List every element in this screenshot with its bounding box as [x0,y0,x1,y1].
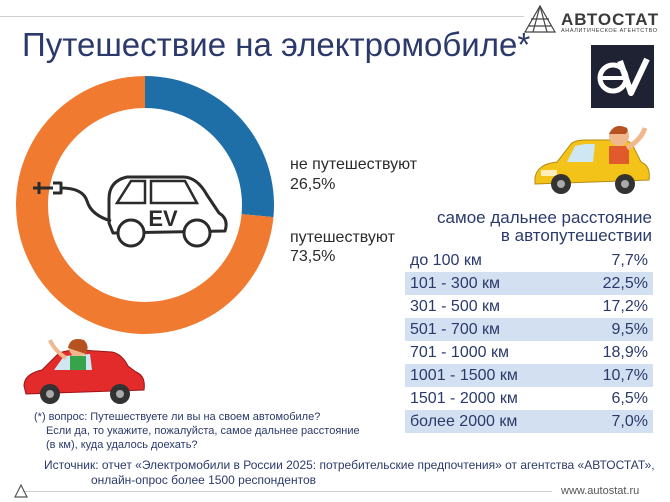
ev-logo [591,45,654,108]
table-row-value: 7,0% [611,412,648,430]
slice-label-traveling: путешествуют [290,229,395,246]
table-row-range: 501 - 700 км [410,320,501,338]
woman-in-car-illustration [20,338,148,408]
autostat-brand [523,4,663,36]
table-row [405,272,653,295]
table-row-value: 9,5% [611,320,648,338]
distance-table-title-line-1: самое дальнее расстояние [437,208,652,227]
table-row [405,387,653,410]
distance-table-title [400,209,652,245]
ev-logo-icon [591,45,654,108]
table-row-range: 701 - 1000 км [410,343,509,361]
ev-icon-label: EV [148,206,178,231]
header-divider [0,16,524,17]
table-row-range: до 100 км [410,251,482,269]
footer-triangle-icon [14,484,28,498]
table-row [405,249,653,272]
table-row [405,410,653,433]
table-row [405,295,653,318]
page-title: Путешествие на электромобиле* [22,26,531,63]
table-row-range: 101 - 300 км [410,274,501,292]
slice-value-traveling: 73,5% [290,248,336,265]
source-line-1: Источник: отчет «Электромобили в России 2025: потребительские предпочтения» от агентства «АВТОСТАТ», [44,458,655,472]
table-row-value: 10,7% [602,366,648,384]
table-row [405,364,653,387]
table-row [405,318,653,341]
brand-subtitle: АНАЛИТИЧЕСКОЕ АГЕНТСТВО [561,28,658,34]
table-row-range: 1501 - 2000 км [410,389,518,407]
table-row-value: 22,5% [602,274,648,292]
table-row-value: 17,2% [602,297,648,315]
ev-plug-car-icon [33,177,226,246]
table-row-range: более 2000 км [410,412,518,430]
source-note [44,458,655,488]
footnote-line-1: (*) вопрос: Путешествуете ли вы на своем автомобиле? [34,411,321,423]
footnote [34,410,360,452]
footnote-line-3: (в км), куда удалось доехать? [46,439,198,451]
footnote-line-2: Если да, то укажите, пожалуйста, самое дальнее расстояние [46,425,360,437]
source-line-2: онлайн-опрос более 1500 респондентов [91,473,317,487]
table-row [405,341,653,364]
slice-label-not-traveling: не путешествуют [290,156,418,173]
distance-table-title-line-2: в автопутешествии [500,226,652,245]
brand-name: АВТОСТАТ [561,10,660,29]
table-row-value: 18,9% [602,343,648,361]
donut-slice-0 [145,76,274,217]
table-row-range: 1001 - 1500 км [410,366,518,384]
donut-chart [13,73,277,337]
table-row-value: 7,7% [611,251,648,269]
distance-table [405,249,653,433]
table-row-range: 301 - 500 км [410,297,501,315]
slice-value-not-traveling: 26,5% [290,176,336,193]
man-in-car-illustration [527,122,653,200]
table-row-value: 6,5% [611,389,648,407]
website-link[interactable]: www.autostat.ru [561,485,640,497]
footer-divider [22,491,552,492]
